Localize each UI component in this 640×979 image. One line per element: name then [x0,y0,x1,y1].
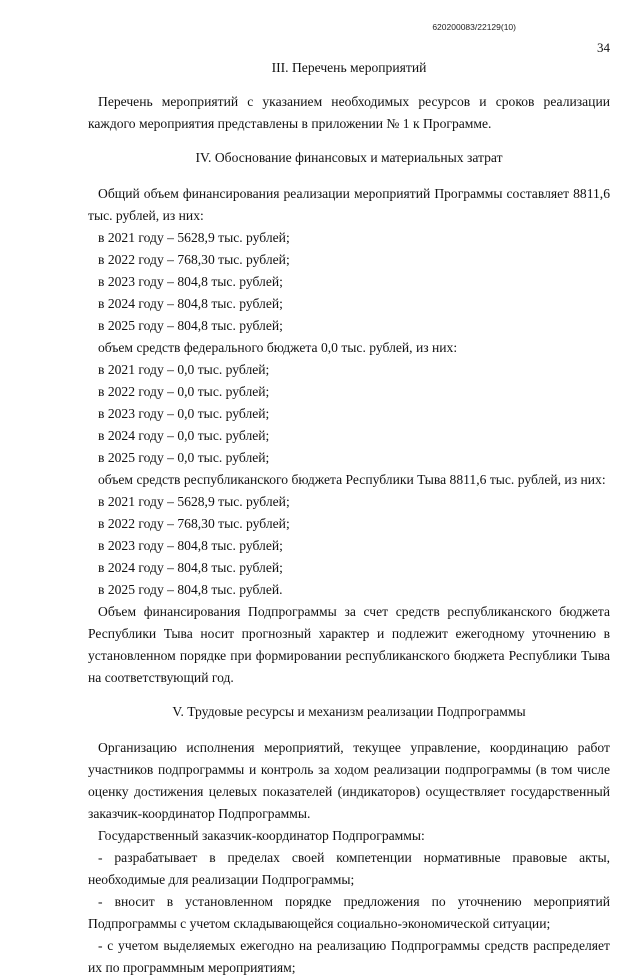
federal-year-line: в 2025 году – 0,0 тыс. рублей; [98,450,270,465]
document-code: 620200083/22129(10) [432,22,516,32]
republic-year-line: в 2024 году – 804,8 тыс. рублей; [98,560,283,575]
federal-year-line: в 2021 году – 0,0 тыс. рублей; [98,362,270,377]
total-year-line: в 2025 году – 804,8 тыс. рублей; [98,318,283,333]
financing-note: Объем финансирования Подпрограммы за счет средств республиканского бюджета Республики Тыва носит прогнозный характер и подлежит ежегодному уточнению в установленном порядке при формировании республиканского бюджета Республики Тыва на соответствующий год. [88,604,610,685]
total-year-line: в 2022 году – 768,30 тыс. рублей; [98,252,290,267]
total-year-line: в 2024 году – 804,8 тыс. рублей; [98,296,283,311]
total-year-line: в 2023 году – 804,8 тыс. рублей; [98,274,283,289]
total-year-line: в 2021 году – 5628,9 тыс. рублей; [98,230,290,245]
republic-intro: объем средств республиканского бюджета Республики Тыва 8811,6 тыс. рублей, из них: [98,472,606,487]
federal-year-line: в 2023 году – 0,0 тыс. рублей; [98,406,270,421]
coordinator-intro: Государственный заказчик-координатор Подпрограммы: [98,828,425,843]
financing-intro: Общий объем финансирования реализации мероприятий Программы составляет 8811,6 тыс. рублей, из них: [88,186,610,223]
responsibility-item: - вносит в установленном порядке предложения по уточнению мероприятий Подпрограммы с учетом складывающейся социально-экономической ситуации; [88,894,610,931]
federal-intro: объем средств федерального бюджета 0,0 тыс. рублей, из них: [98,340,458,355]
section-3-title: III. Перечень мероприятий [271,60,427,75]
section-4-title: IV. Обоснование финансовых и материальных затрат [195,150,503,165]
republic-year-line: в 2023 году – 804,8 тыс. рублей; [98,538,283,553]
responsibility-item: - разрабатывает в пределах своей компетенции нормативные правовые акты, необходимые для реализации Подпрограммы; [88,850,610,887]
republic-year-line: в 2021 году – 5628,9 тыс. рублей; [98,494,290,509]
document-body [88,57,610,979]
republic-year-line: в 2025 году – 804,8 тыс. рублей. [98,582,283,597]
section-5-paragraph: Организацию исполнения мероприятий, текущее управление, координацию работ участников подпрограммы и контроль за ходом реализации подпрограммы (в том числе оценку достижения целевых показателей (индикаторов) осуществляет государственный заказчик-координатор Подпрограммы. [88,740,610,821]
responsibility-item: - с учетом выделяемых ежегодно на реализацию Подпрограммы средств распределяет их по программным мероприятиям; [88,938,610,975]
republic-year-line: в 2022 году – 768,30 тыс. рублей; [98,516,290,531]
section-5-title: V. Трудовые ресурсы и механизм реализации Подпрограммы [172,704,526,719]
federal-year-line: в 2024 году – 0,0 тыс. рублей; [98,428,270,443]
federal-year-line: в 2022 году – 0,0 тыс. рублей; [98,384,270,399]
page-number: 34 [597,40,610,55]
section-3-paragraph: Перечень мероприятий с указанием необходимых ресурсов и сроков реализации каждого мероприятия представлены в приложении № 1 к Программе. [88,94,610,131]
